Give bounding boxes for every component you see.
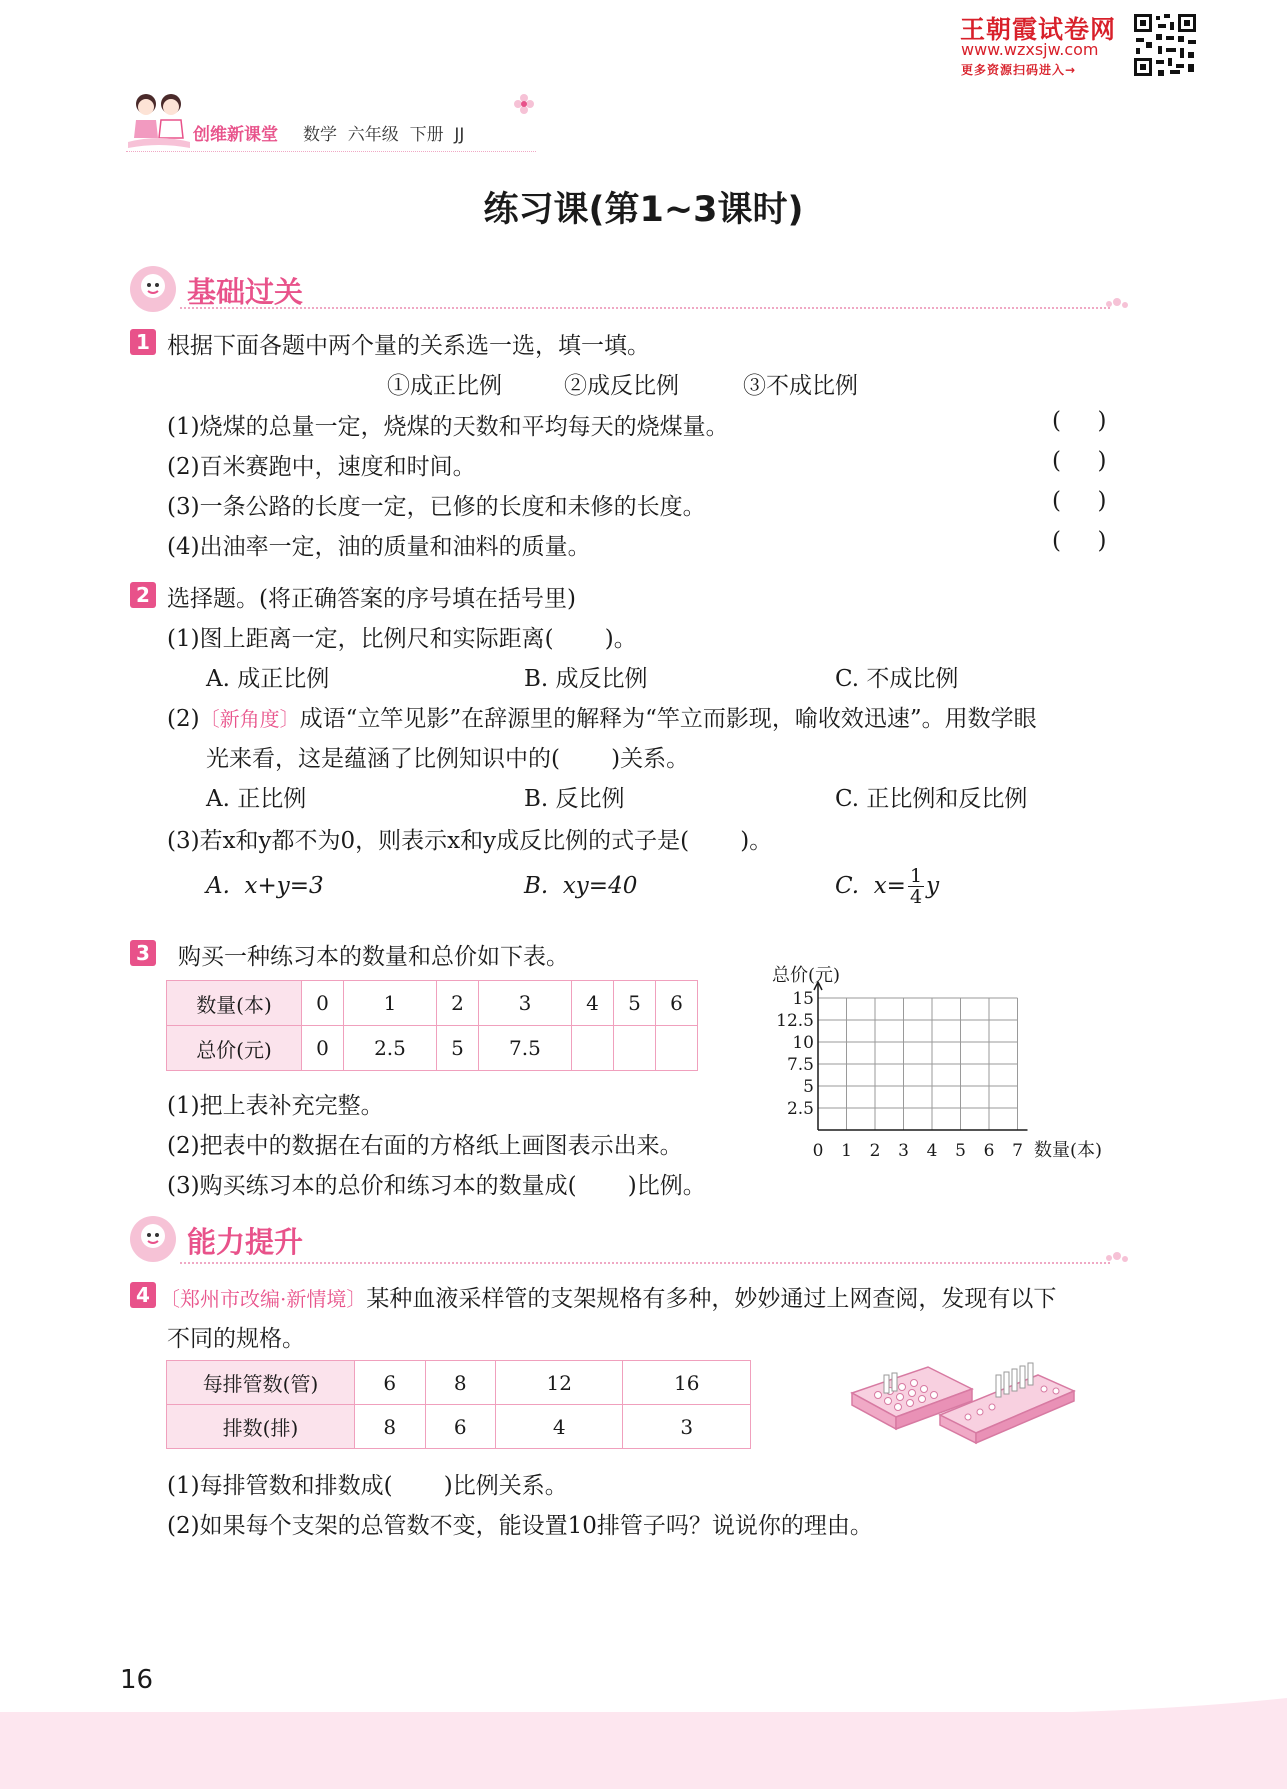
table-row	[167, 1026, 698, 1071]
q2-sub2-choice-c[interactable]: C. 正比例和反比例	[835, 786, 1028, 812]
series-name: 创维新课堂	[193, 125, 278, 145]
q2-sub2-tag: 〔新角度〕	[199, 707, 300, 731]
quantity-cell: 2	[436, 981, 478, 1026]
section-title-advanced: 能力提升	[187, 1225, 304, 1259]
q2-sub3-choice-b[interactable]: B. xy=40	[524, 873, 638, 899]
question-4-line2: 不同的规格。	[167, 1326, 305, 1352]
row-header-per-row: 每排管数(管)	[167, 1361, 355, 1405]
quantity-cell: 6	[655, 981, 697, 1026]
q2-sub3-text: (3)若x和y都不为0，则表示x和y成反比例的式子是( )。	[167, 828, 773, 854]
q3-item-3: (3)购买练习本的总价和练习本的数量成( )比例。	[167, 1173, 706, 1199]
per-row-cell: 8	[425, 1361, 496, 1405]
tube-rack-illustration	[848, 1345, 1078, 1445]
x-tick-label: 2	[869, 1141, 881, 1161]
x-tick-label: 7	[1012, 1141, 1023, 1161]
per-row-cell: 12	[496, 1361, 623, 1405]
q3-grid-chart[interactable]	[760, 955, 1140, 1170]
q4-line1-text: 某种血液采样管的支架规格有多种，妙妙通过上网查阅，发现有以下	[366, 1286, 1057, 1312]
kids-mascot-icon	[126, 90, 192, 152]
fraction	[908, 866, 924, 907]
fraction-denominator: 4	[909, 885, 923, 908]
question-1-badge: 1	[130, 329, 156, 355]
y-tick-label: 5	[803, 1077, 814, 1097]
dots-decoration-icon	[1104, 296, 1130, 312]
per-row-cell: 16	[623, 1361, 751, 1405]
y-tick-label: 12.5	[776, 1011, 814, 1031]
y-tick-label: 15	[792, 989, 814, 1009]
q4-tag: 〔郑州市改编·新情境〕	[160, 1287, 367, 1311]
q2-sub2-line1	[167, 700, 1037, 733]
section-divider	[180, 1262, 1110, 1264]
section-title-basic: 基础过关	[187, 275, 304, 309]
q1-answer-blank-2[interactable]: ( )	[1052, 448, 1107, 474]
question-3-stem: 购买一种练习本的数量和总价如下表。	[178, 944, 569, 970]
q2-sub1-choice-c[interactable]: C. 不成比例	[835, 666, 959, 692]
fraction-numerator: 1	[909, 864, 923, 887]
quantity-cell: 3	[478, 981, 571, 1026]
rows-cell: 4	[496, 1405, 623, 1449]
q2-sub2-line2: 光来看，这是蕴涵了比例知识中的( )关系。	[206, 746, 690, 772]
row-header-rows: 排数(排)	[167, 1405, 355, 1449]
section-divider	[180, 307, 1110, 309]
quantity-cell: 5	[613, 981, 655, 1026]
price-cell-blank[interactable]	[655, 1026, 697, 1071]
brand-url[interactable]: www.wzxsjw.com	[961, 40, 1099, 59]
q2-sub3-choice-c[interactable]	[835, 862, 939, 910]
brand-tip: 更多资源扫码进入→	[961, 63, 1077, 77]
question-3-badge: 3	[130, 940, 156, 966]
q2-sub1-text: (1)图上距离一定，比例尺和实际距离( )。	[167, 626, 637, 652]
q2-sub1-choice-a[interactable]: A. 成正比例	[206, 666, 330, 692]
section-mascot-icon	[128, 1214, 178, 1264]
q3-item-1: (1)把上表补充完整。	[167, 1093, 384, 1119]
x-tick-label: 4	[926, 1141, 938, 1161]
row-header-quantity: 数量(本)	[167, 981, 302, 1026]
q2-sub1-choice-b[interactable]: B. 成反比例	[524, 666, 648, 692]
page-number: 16	[120, 1665, 154, 1695]
q4-item-2: (2)如果每个支架的总管数不变，能设置10排管子吗？说说你的理由。	[167, 1513, 873, 1539]
price-cell-blank[interactable]	[571, 1026, 613, 1071]
y-tick-label: 2.5	[786, 1099, 814, 1119]
question-4-line1	[160, 1280, 1056, 1313]
q3-table	[166, 980, 698, 1071]
section-mascot-icon	[128, 264, 178, 314]
q2-sub3-choice-c-prefix: C. x=	[835, 873, 906, 899]
dots-decoration-icon	[1104, 1250, 1130, 1266]
q1-answer-blank-1[interactable]: ( )	[1052, 408, 1107, 434]
x-tick-label: 6	[983, 1141, 995, 1161]
q1-item-1: (1)烧煤的总量一定，烧煤的天数和平均每天的烧煤量。	[167, 414, 729, 440]
q1-option-3: ③不成比例	[743, 373, 858, 399]
price-cell: 5	[436, 1026, 478, 1071]
quantity-cell: 4	[571, 981, 613, 1026]
x-tick-label: 0	[812, 1141, 824, 1161]
q3-item-2: (2)把表中的数据在右面的方格纸上画图表示出来。	[167, 1133, 683, 1159]
rows-cell: 8	[355, 1405, 426, 1449]
price-cell: 7.5	[478, 1026, 571, 1071]
subject-info: 数学 六年级 下册 JJ	[303, 125, 465, 145]
q4-table	[166, 1360, 751, 1449]
q2-sub3-choice-a[interactable]: A. x+y=3	[206, 873, 324, 899]
chart-ylabel: 总价(元)	[772, 965, 841, 986]
per-row-cell: 6	[355, 1361, 426, 1405]
header-divider	[126, 151, 536, 152]
table-row	[167, 1405, 751, 1449]
q2-sub3-choice-c-suffix: y	[926, 873, 940, 899]
flower-icon	[512, 92, 536, 116]
chart-xlabel: 数量(本)	[1034, 1140, 1103, 1161]
question-4-badge: 4	[130, 1282, 156, 1308]
q1-item-3: (3)一条公路的长度一定，已修的长度和未修的长度。	[167, 494, 706, 520]
x-tick-label: 5	[955, 1141, 966, 1161]
qr-code-icon[interactable]	[1132, 12, 1198, 78]
q2-sub2-choice-b[interactable]: B. 反比例	[524, 786, 625, 812]
q2-sub2-choice-a[interactable]: A. 正比例	[206, 786, 307, 812]
q1-option-2: ②成反比例	[564, 373, 679, 399]
y-tick-label: 7.5	[786, 1055, 814, 1075]
x-tick-label: 1	[841, 1141, 852, 1161]
q4-item-1: (1)每排管数和排数成( )比例关系。	[167, 1473, 568, 1499]
q2-sub2-line1-text: 成语“立竿见影”在辞源里的解释为“竿立而影现，喻收效迅速”。用数学眼	[299, 706, 1037, 732]
price-cell-blank[interactable]	[613, 1026, 655, 1071]
rows-cell: 6	[425, 1405, 496, 1449]
quantity-cell: 1	[344, 981, 437, 1026]
y-tick-label: 10	[792, 1033, 814, 1053]
q1-answer-blank-4[interactable]: ( )	[1052, 528, 1107, 554]
quantity-cell: 0	[302, 981, 344, 1026]
page-title: 练习课(第1~3课时)	[483, 190, 804, 230]
q1-answer-blank-3[interactable]: ( )	[1052, 488, 1107, 514]
price-cell: 2.5	[344, 1026, 437, 1071]
question-2-badge: 2	[130, 582, 156, 608]
table-row	[167, 981, 698, 1026]
q1-item-2: (2)百米赛跑中，速度和时间。	[167, 454, 476, 480]
footer-band	[0, 1712, 1287, 1789]
brand-name: 王朝霞试卷网	[960, 15, 1117, 44]
q2-sub2-prefix: (2)	[167, 706, 200, 732]
row-header-price: 总价(元)	[167, 1026, 302, 1071]
price-cell: 0	[302, 1026, 344, 1071]
question-2-stem: 选择题。(将正确答案的序号填在括号里)	[167, 586, 576, 612]
q1-item-4: (4)出油率一定，油的质量和油料的质量。	[167, 534, 591, 560]
table-row	[167, 1361, 751, 1405]
q1-option-1: ①成正比例	[387, 373, 502, 399]
question-1-stem: 根据下面各题中两个量的关系选一选，填一填。	[167, 333, 650, 359]
rows-cell: 3	[623, 1405, 751, 1449]
x-tick-label: 3	[898, 1141, 909, 1161]
